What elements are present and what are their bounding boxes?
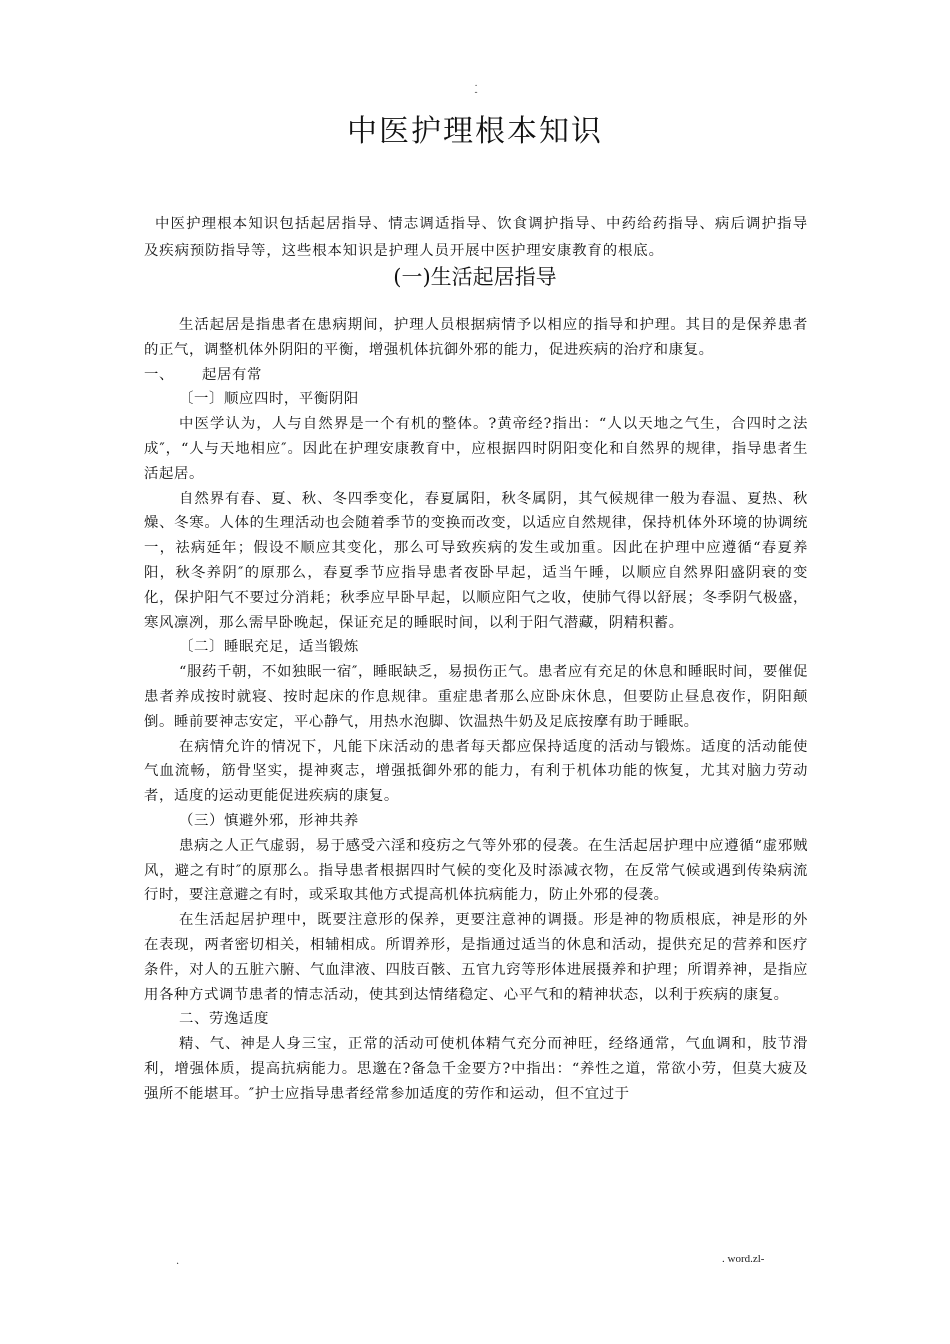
header-mark: . - (474, 79, 478, 98)
paragraph: 中医学认为，人与自然界是一个有机的整体。?黄帝经?指出：“人以天地之气生，合四时之法成″，“人与天地相应″。因此在护理安康教育中，应根据四时阴阳变化和自然界的规律，指导患者生活起居。 (144, 416, 808, 482)
paragraph: 精、气、神是人身三宝，正常的活动可使机体精气充分而神旺，经络通常，气血调和，肢节滑利，增强体质，提高抗病能力。思邈在?备急千金要方?中指出：“养性之道，常欲小劳，但莫大疲及强所不能堪耳。″护士应指导患者经常参加适度的劳作和运动，但不宜过于 (144, 1036, 808, 1102)
paragraph: 自然界有春、夏、秋、冬四季变化，春夏属阳，秋冬属阴，其气候规律一般为春温、夏热、秋燥、冬寒。人体的生理活动也会随着季节的变换而改变，以适应自然规律，保持机体外环境的协调统一，祛病延年；假设不顺应其变化，那么可导致疾病的发生或加重。因此在护理中应遵循“春夏养阳，秋冬养阴″的原那么，春夏季节应指导患者夜卧早起，适当午睡，以顺应自然界阳盛阴衰的变化，保护阳气不要过分消耗；秋季应早卧早起，以顺应阳气之收，使肺气得以舒展；冬季阴气极盛，寒风凛冽，那么需早卧晚起，保证充足的睡眠时间，以利于阳气潜藏，阴精积蓄。 (144, 490, 808, 631)
heading-level-1 (144, 363, 808, 388)
heading-level-1: 二、劳逸适度 (179, 1011, 269, 1028)
section-title: (一)生活起居指导 (393, 265, 557, 289)
footer-source: . word.zl- (722, 1253, 765, 1265)
subheading: 〔二〕睡眠充足，适当锻炼 (179, 639, 359, 656)
paragraph: 生活起居是指患者在患病期间，护理人员根据病情予以相应的指导和护理。其目的是保养患者的正气，调整机体外阴阳的平衡，增强机体抗御外邪的能力，促进疾病的治疗和康复。 (144, 317, 808, 358)
paragraph: “服药千朝，不如独眠一宿″，睡眠缺乏，易损伤正气。患者应有充足的休息和睡眠时间，要催促患者养成按时就寝、按时起床的作息规律。重症患者那么应卧床休息，但要防止昼息夜作，阴阳颠倒。睡前要神志安定，平心静气，用热水泡脚、饮温热牛奶及足底按摩有助于睡眠。 (144, 664, 808, 730)
paragraph: 在病情允许的情况下，凡能下床活动的患者每天都应保持适度的活动与锻炼。适度的活动能使气血流畅，筋骨坚实，提神爽志，增强抵御外邪的能力，有利于机体功能的恢复，尤其对脑力劳动者，适度的运动更能促进疾病的康复。 (144, 738, 808, 805)
subheading: （三）慎避外邪，形神共养 (179, 812, 359, 829)
heading-number: 一、 (144, 366, 174, 383)
document-title: 中医护理根本知识 (347, 114, 603, 149)
paragraph: 患病之人正气虚弱，易于感受六淫和疫疠之气等外邪的侵袭。在生活起居护理中应遵循“虚邪贼风，避之有时″的原那么。指导患者根据四时气候的变化及时添减衣物，在反常气候或遇到传染病流行时，要注意避之有时，或采取其他方式提高机体抗病能力，防止外邪的侵袭。 (144, 837, 808, 904)
subheading: 〔一〕顺应四时，平衡阴阳 (179, 391, 359, 408)
intro-paragraph: 中医护理根本知识包括起居指导、情志调适指导、饮食调护指导、中药给药指导、病后调护指导及疾病预防指导等，这些根本知识是护理人员开展中医护理安康教育的根底。 (144, 216, 808, 259)
paragraph: 在生活起居护理中，既要注意形的保养，更要注意神的调摄。形是神的物质根底，神是形的外在表现，两者密切相关，相辅相成。所谓养形，是指通过适当的休息和活动，提供充足的营养和医疗条件，对人的五脏六腑、气血津液、四肢百骸、五官九窍等形体进展摄养和护理；所谓养神，是指应用各种方式调节患者的情志活动，使其到达情绪稳定、心平气和的精神状态，以利于疾病的康复。 (144, 912, 808, 1003)
document-body (144, 313, 808, 1107)
heading-text: 起居有常 (202, 366, 262, 383)
footer-left-mark: . (176, 1256, 180, 1267)
